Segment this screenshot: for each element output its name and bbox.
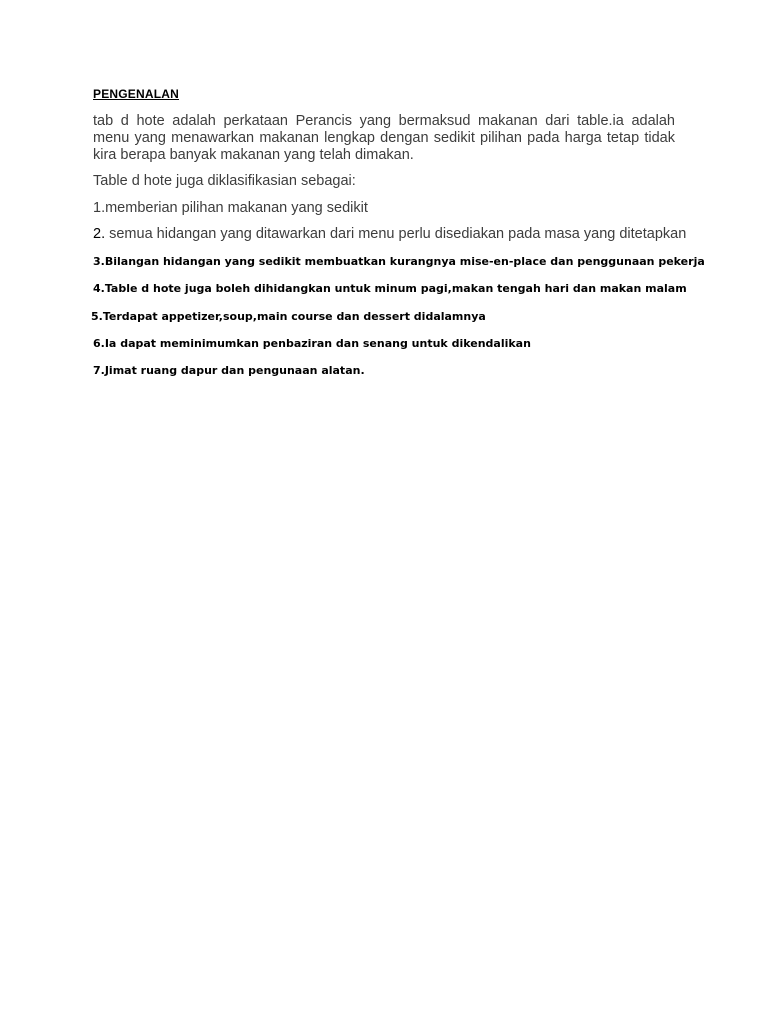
classification-lead: Table d hote juga diklasifikasian sebagai: <box>93 173 356 189</box>
list-item-5-number: 5. <box>91 310 103 323</box>
list-item-5-text: Terdapat appetizer,soup,main course dan dessert didalamnya <box>102 310 486 323</box>
list-item-4-text: Table d hote juga boleh dihidangkan untuk minum pagi,makan tengah hari dan makan malam <box>104 282 687 295</box>
list-item-1-number: 1. <box>93 200 106 216</box>
list-item-7-text: Jimat ruang dapur dan pengunaan alatan. <box>104 364 365 377</box>
list-item-2-text: semua hidangan yang ditawarkan dari menu perlu disediakan pada masa yang ditetapkan <box>105 226 687 242</box>
section-heading: PENGENALAN <box>93 87 180 101</box>
list-item-2-number: 2. <box>93 226 106 242</box>
list-item-3-number: 3. <box>93 255 105 268</box>
list-item-6 <box>93 337 531 350</box>
list-item-3-text: Bilangan hidangan yang sedikit membuatkan kurangnya mise-en-place dan penggunaan pekerja <box>104 255 705 268</box>
list-item-7-number: 7. <box>93 364 105 377</box>
list-item-6-text: Ia dapat meminimumkan penbaziran dan senang untuk dikendalikan <box>104 337 531 350</box>
list-item-2 <box>93 226 686 242</box>
list-item-1-text: memberian pilihan makanan yang sedikit <box>105 200 368 216</box>
list-item-5 <box>91 310 486 323</box>
list-item-3 <box>93 255 705 268</box>
list-item-1 <box>93 200 368 216</box>
list-item-4-number: 4. <box>93 282 105 295</box>
list-item-7 <box>93 364 365 377</box>
intro-paragraph: tab d hote adalah perkataan Perancis yang bermaksud makanan dari table.ia adalah menu yang menawarkan makanan lengkap dengan sedikit pilihan pada harga tetap tidak kira berapa banyak makanan yang telah dimakan. <box>93 113 675 163</box>
list-item-4 <box>93 282 687 295</box>
list-item-6-number: 6. <box>93 337 105 350</box>
